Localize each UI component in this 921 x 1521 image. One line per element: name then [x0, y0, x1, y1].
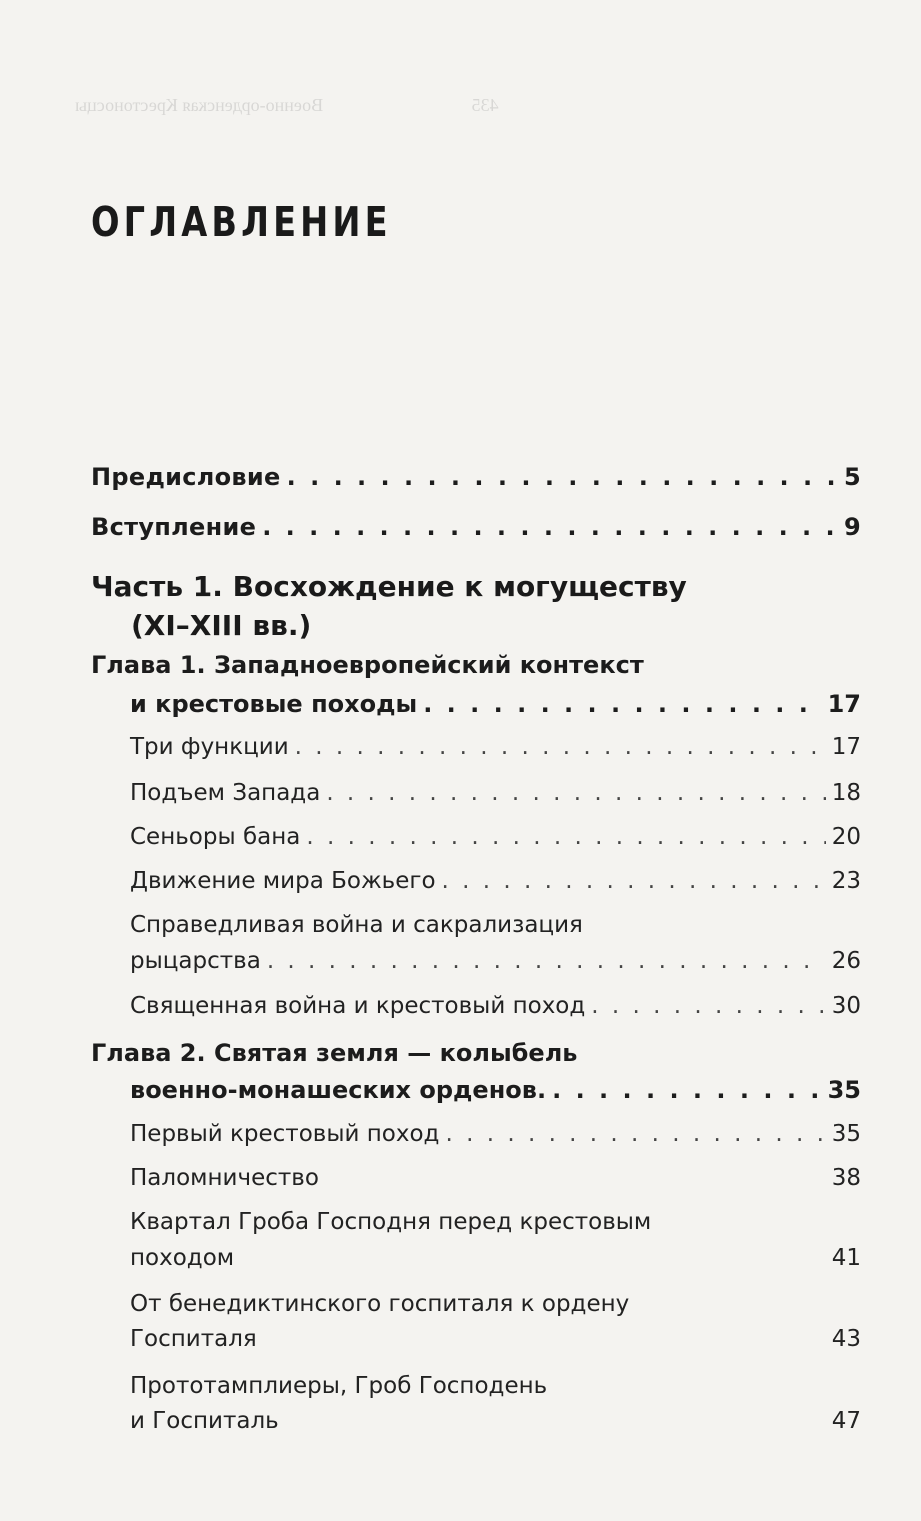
toc-entry-label: походом [130, 1245, 235, 1271]
toc-entry-label: Паломничество [130, 1165, 319, 1191]
toc-entry-label: и крестовые походы [130, 690, 418, 718]
toc-page-number: 35 [827, 1076, 861, 1104]
toc-entry-label: Подъем Запада [130, 780, 321, 806]
toc-page-number: 17 [827, 690, 861, 718]
dot-leader [423, 690, 821, 718]
toc-entry-chapter-2[interactable] [130, 1076, 861, 1104]
toc-entry-first-line: Квартал Гроба Господня перед крестовым [130, 1209, 652, 1235]
toc-entry-label: Три функции [130, 734, 289, 760]
dot-leader [552, 1076, 822, 1104]
dot-leader [287, 463, 838, 491]
toc-entry-label: Сеньоры бана [130, 824, 301, 850]
toc-page-number: 35 [831, 1121, 861, 1147]
toc-entry-chapter-1[interactable] [130, 690, 861, 718]
toc-entry-section[interactable] [130, 1408, 861, 1434]
toc-entry-section[interactable] [130, 1245, 861, 1271]
toc-entry-first-line: Прототамплиеры, Гроб Господень [130, 1373, 548, 1399]
toc-entry-label: военно-монашеских орденов. [130, 1076, 547, 1104]
toc-entry-preface[interactable] [91, 463, 861, 491]
toc-entry-introduction[interactable] [91, 513, 861, 541]
chapter-2-heading: Глава 2. Святая земля — колыбель [91, 1039, 578, 1067]
toc-entry-label: и Госпиталь [130, 1408, 279, 1434]
dot-leader [442, 868, 826, 894]
toc-page-number: 26 [831, 948, 861, 974]
toc-page-number: 41 [831, 1245, 861, 1271]
toc-page-number: 43 [831, 1326, 861, 1352]
toc-page-number: 30 [831, 993, 861, 1019]
dot-leader [295, 734, 826, 760]
dot-leader [326, 780, 825, 806]
toc-entry-first-line: От бенедиктинского госпиталя к ордену [130, 1291, 630, 1317]
toc-page-number: 18 [831, 780, 861, 806]
dot-leader [306, 824, 825, 850]
toc-entry-section[interactable] [130, 734, 861, 760]
dot-leader [591, 993, 825, 1019]
toc-page-number: 47 [831, 1408, 861, 1434]
toc-page-number: 9 [844, 513, 861, 541]
dot-leader [267, 948, 826, 974]
toc-entry-label: Священная война и крестовый поход [130, 993, 586, 1019]
toc-page-number: 17 [831, 734, 861, 760]
toc-entry-section[interactable] [130, 824, 861, 850]
toc-entry-label: Предисловие [91, 463, 281, 491]
toc-entry-section[interactable] [130, 868, 861, 894]
part-heading-line2: (XI–XIII вв.) [131, 609, 312, 642]
toc-entry-label: Вступление [91, 513, 257, 541]
toc-entry-section[interactable] [130, 993, 861, 1019]
toc-entry-section[interactable] [130, 1165, 861, 1191]
dot-leader [445, 1121, 825, 1147]
toc-entry-section[interactable] [130, 780, 861, 806]
toc-entry-section[interactable] [130, 1326, 861, 1352]
toc-page-number: 20 [831, 824, 861, 850]
toc-entry-first-line: Справедливая война и сакрализация [130, 912, 583, 938]
toc-entry-label: Госпиталя [130, 1326, 257, 1352]
part-heading-line1: Часть 1. Восхождение к могуществу [91, 570, 687, 603]
toc-entry-label: рыцарства [130, 948, 261, 974]
toc-entry-label: Движение мира Божьего [130, 868, 436, 894]
toc-entry-section[interactable] [130, 1121, 861, 1147]
toc-page-number: 5 [844, 463, 861, 491]
toc-page-number: 38 [831, 1165, 861, 1191]
chapter-1-heading: Глава 1. Западноевропейский контекст [91, 651, 644, 679]
toc-entry-section[interactable] [130, 948, 861, 974]
toc-page-number: 23 [831, 868, 861, 894]
part-heading [91, 567, 687, 645]
page-title: ОГЛАВЛЕНИЕ [91, 198, 392, 246]
dot-leader [262, 513, 838, 541]
toc-entry-label: Первый крестовый поход [130, 1121, 440, 1147]
ghost-header: 435 Военно-орденская Крестоносцы [75, 95, 499, 115]
